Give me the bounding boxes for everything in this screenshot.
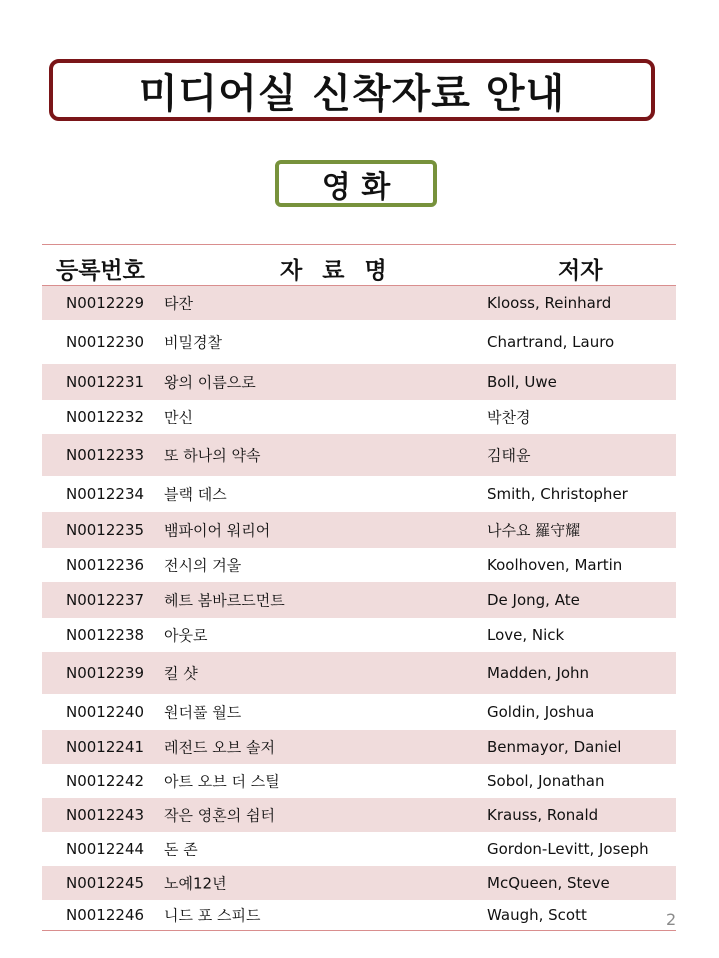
header-reg-number: 등록번호 bbox=[56, 258, 145, 284]
author-cell: De Jong, Ate bbox=[487, 591, 580, 609]
table-row bbox=[42, 400, 676, 434]
table-row bbox=[42, 900, 676, 930]
header-title: 자 료 명 bbox=[280, 258, 393, 284]
table-header bbox=[42, 244, 676, 286]
title-cell: 원더풀 월드 bbox=[164, 703, 242, 722]
author-cell: 박찬경 bbox=[487, 408, 531, 427]
title-cell: 뱀파이어 워리어 bbox=[164, 521, 271, 540]
table-row bbox=[42, 798, 676, 832]
reg-number-cell: N0012246 bbox=[66, 906, 145, 924]
title-cell: 레전드 오브 솔저 bbox=[164, 738, 275, 757]
title-cell: 킬 샷 bbox=[164, 664, 198, 683]
title-cell: 작은 영혼의 쉼터 bbox=[164, 806, 275, 825]
author-cell: 김태윤 bbox=[487, 446, 531, 465]
title-cell: 블랙 데스 bbox=[164, 485, 227, 504]
reg-number-cell: N0012232 bbox=[66, 408, 145, 426]
reg-number-cell: N0012235 bbox=[66, 521, 145, 539]
reg-number-cell: N0012230 bbox=[66, 333, 145, 351]
table-row bbox=[42, 764, 676, 798]
table-row bbox=[42, 548, 676, 582]
reg-number-cell: N0012243 bbox=[66, 806, 145, 824]
table-row bbox=[42, 694, 676, 730]
title-cell: 왕의 이름으로 bbox=[164, 373, 256, 392]
table-row bbox=[42, 434, 676, 476]
page-title: 미디어실 신착자료 안내 bbox=[138, 70, 566, 117]
reg-number-cell: N0012234 bbox=[66, 485, 145, 503]
table-row bbox=[42, 582, 676, 618]
title-banner bbox=[49, 59, 655, 121]
author-cell: Goldin, Joshua bbox=[487, 703, 595, 721]
material-table bbox=[42, 244, 676, 930]
author-cell: Klooss, Reinhard bbox=[487, 294, 612, 312]
reg-number-cell: N0012237 bbox=[66, 591, 145, 609]
author-cell: Smith, Christopher bbox=[487, 485, 628, 503]
table-row bbox=[42, 618, 676, 652]
table-row bbox=[42, 730, 676, 764]
author-cell: Madden, John bbox=[487, 664, 590, 682]
title-cell: 돈 존 bbox=[164, 840, 198, 859]
author-cell: McQueen, Steve bbox=[487, 874, 610, 892]
table-row bbox=[42, 652, 676, 694]
title-cell: 비밀경찰 bbox=[164, 333, 222, 352]
reg-number-cell: N0012231 bbox=[66, 373, 145, 391]
author-cell: Boll, Uwe bbox=[487, 373, 557, 391]
reg-number-cell: N0012239 bbox=[66, 664, 145, 682]
reg-number-cell: N0012236 bbox=[66, 556, 145, 574]
author-cell: Love, Nick bbox=[487, 626, 565, 644]
table-row bbox=[42, 476, 676, 512]
reg-number-cell: N0012244 bbox=[66, 840, 145, 858]
table-row bbox=[42, 320, 676, 364]
category-label: 영 화 bbox=[321, 169, 391, 205]
reg-number-cell: N0012229 bbox=[66, 294, 145, 312]
author-cell: Waugh, Scott bbox=[487, 906, 587, 924]
title-cell: 또 하나의 약속 bbox=[164, 446, 261, 465]
title-cell: 아트 오브 더 스틸 bbox=[164, 772, 280, 791]
table-row bbox=[42, 866, 676, 900]
author-cell: Koolhoven, Martin bbox=[487, 556, 623, 574]
reg-number-cell: N0012241 bbox=[66, 738, 145, 756]
reg-number-cell: N0012245 bbox=[66, 874, 145, 892]
author-cell: Krauss, Ronald bbox=[487, 806, 599, 824]
category-banner bbox=[275, 160, 437, 207]
table-body bbox=[42, 286, 676, 930]
table-row bbox=[42, 286, 676, 320]
table-row bbox=[42, 832, 676, 866]
title-cell: 니드 포 스피드 bbox=[164, 906, 261, 925]
author-cell: 나수요 羅守耀 bbox=[487, 521, 581, 540]
title-cell: 만신 bbox=[164, 408, 193, 427]
author-cell: Benmayor, Daniel bbox=[487, 738, 622, 756]
header-author: 저자 bbox=[558, 258, 603, 284]
reg-number-cell: N0012240 bbox=[66, 703, 145, 721]
reg-number-cell: N0012233 bbox=[66, 446, 145, 464]
table-row bbox=[42, 364, 676, 400]
title-cell: 헤트 봄바르드먼트 bbox=[164, 591, 285, 610]
title-cell: 전시의 겨울 bbox=[164, 556, 242, 575]
author-cell: Gordon-Levitt, Joseph bbox=[487, 840, 649, 858]
title-cell: 아웃로 bbox=[164, 626, 208, 645]
table-row bbox=[42, 512, 676, 548]
table-bottom-border bbox=[42, 930, 676, 931]
title-cell: 노예12년 bbox=[164, 874, 227, 893]
page-number: 2 bbox=[666, 910, 677, 929]
reg-number-cell: N0012242 bbox=[66, 772, 145, 790]
title-cell: 타잔 bbox=[164, 294, 193, 313]
author-cell: Sobol, Jonathan bbox=[487, 772, 605, 790]
reg-number-cell: N0012238 bbox=[66, 626, 145, 644]
author-cell: Chartrand, Lauro bbox=[487, 333, 615, 351]
